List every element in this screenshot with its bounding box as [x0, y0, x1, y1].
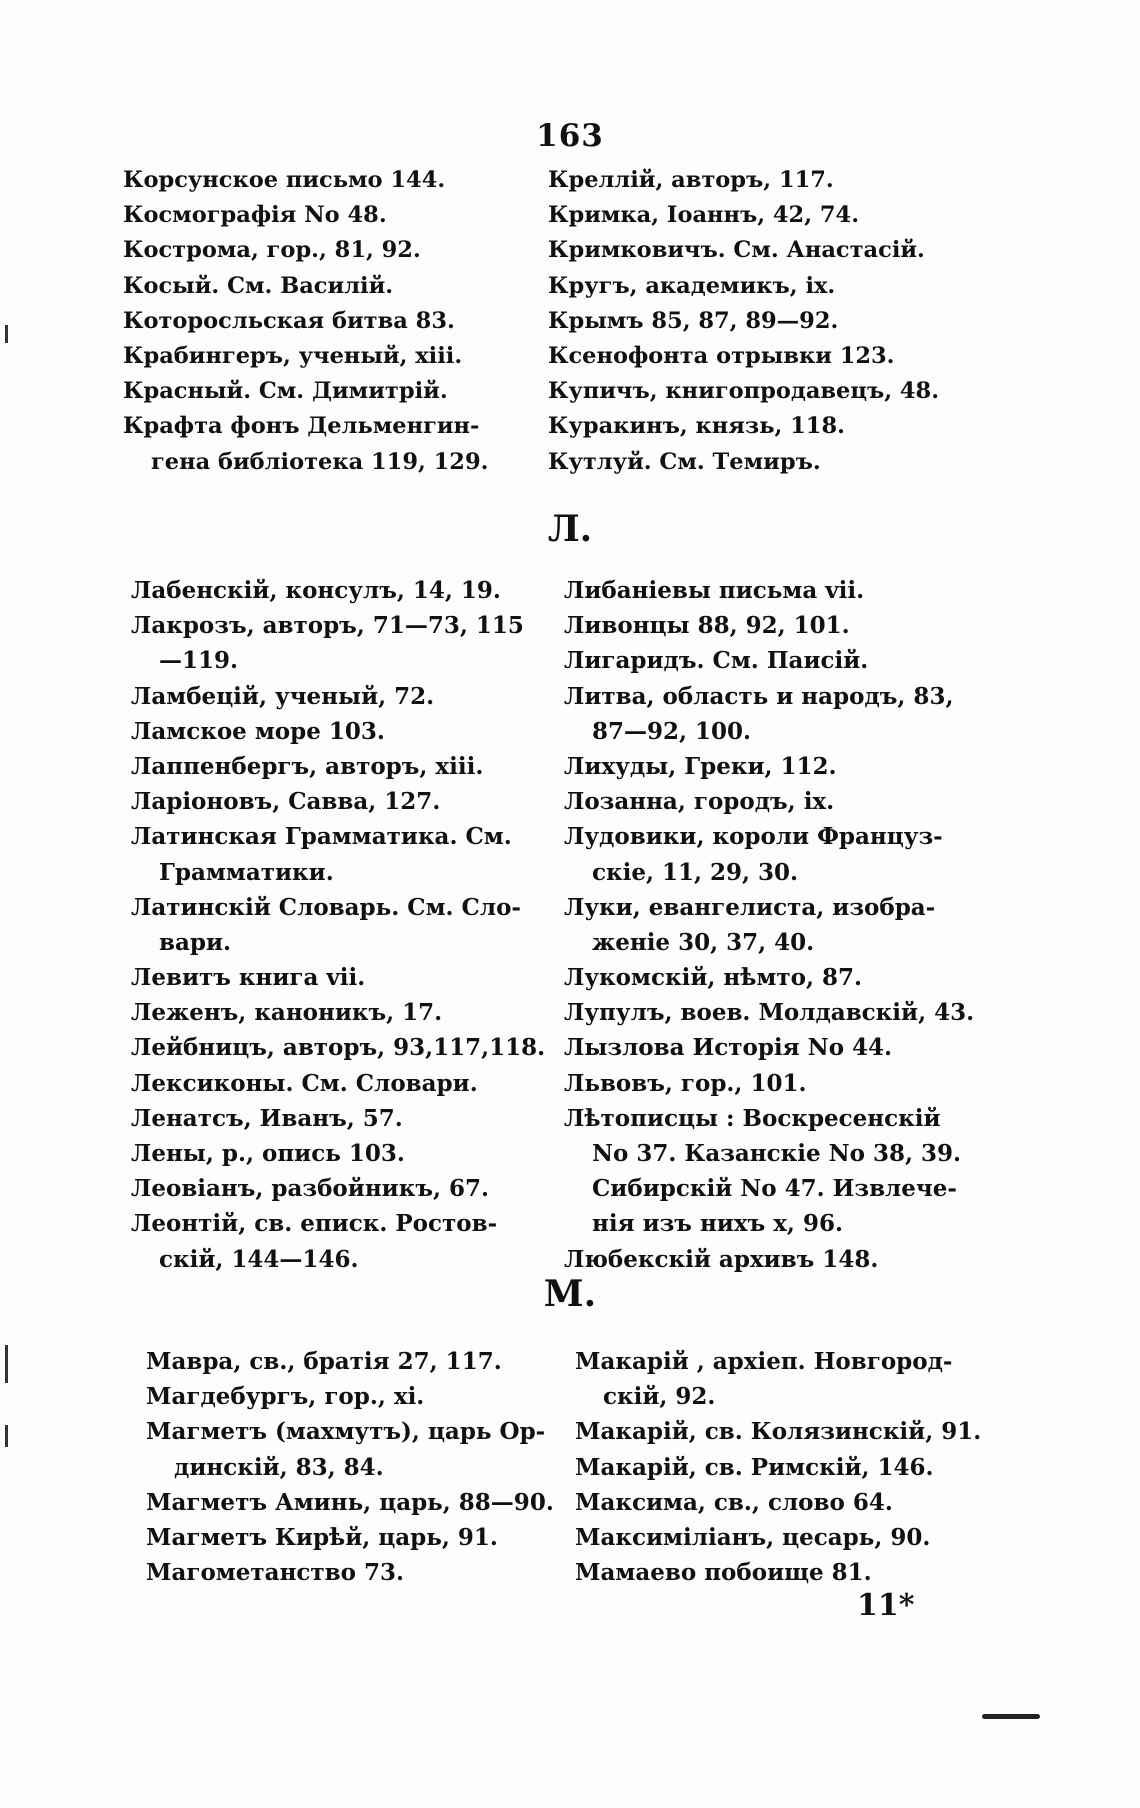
entry-line: Сибирскій No 47. Извлече-	[592, 1175, 957, 1203]
entry-line: Ламбецій, ученый, 72.	[131, 682, 435, 710]
entry-line: Львовъ, гор., 101.	[564, 1069, 807, 1097]
index-entry	[123, 269, 488, 304]
entry-line: Лозанна, городъ, ix.	[564, 788, 835, 816]
entry-line: Магметъ Кирѣй, царь, 91.	[146, 1523, 498, 1551]
entry-line: Лудовики, короли Француз-	[564, 823, 943, 851]
entry-line: скій, 92.	[603, 1383, 716, 1411]
entry-line: Литва, область и народъ, 83,	[564, 682, 954, 710]
index-entry	[548, 233, 939, 268]
entry-line: Латинская Грамматика. См.	[131, 823, 512, 851]
margin-mark	[5, 1345, 8, 1383]
entry-line: Мавра, св., братія 27, 117.	[146, 1348, 502, 1375]
entry-line: гена библіотека 119, 129.	[151, 448, 489, 475]
entry-line: Луки, евангелиста, изобра-	[564, 893, 936, 921]
entry-line: Максима, св., слово 64.	[575, 1488, 893, 1516]
entry-line: Лызлова Исторія No 44.	[564, 1034, 893, 1062]
index-entry	[564, 1242, 974, 1277]
entry-line: женіе 30, 37, 40.	[592, 928, 815, 956]
entry-line: нія изъ нихъ x, 96.	[592, 1210, 843, 1238]
entry-line: скій, 144—146.	[159, 1245, 359, 1273]
entry-line: Макарій, св. Колязинскій, 91.	[575, 1418, 982, 1446]
index-entry	[146, 1520, 554, 1555]
entry-line: Купичъ, книгопродавецъ, 48.	[548, 378, 940, 405]
entry-line: Лены, р., опись 103.	[131, 1140, 405, 1167]
index-entry	[123, 198, 488, 233]
entry-line: Ламское море 103.	[131, 717, 385, 745]
index-entry	[131, 1206, 545, 1276]
index-entry	[146, 1414, 554, 1484]
index-entry	[575, 1344, 981, 1414]
entry-line: Лакрозъ, авторъ, 71—73, 115	[131, 612, 524, 640]
index-entry	[131, 714, 545, 749]
right-column	[564, 573, 974, 1277]
entry-line: Креллій, авторъ, 117.	[548, 167, 834, 193]
signature-mark: 11*	[857, 1588, 915, 1623]
entry-line: Лейбницъ, авторъ, 93,117,118.	[131, 1034, 546, 1062]
entry-line: Ксенофонта отрывки 123.	[548, 342, 895, 369]
page-number: 163	[536, 118, 604, 154]
index-entry	[123, 409, 488, 479]
index-entry	[548, 374, 939, 409]
index-entry	[131, 749, 545, 784]
entry-line: вари.	[159, 928, 232, 956]
entry-line: Куракинъ, князь, 118.	[548, 413, 845, 440]
index-entry	[146, 1485, 554, 1520]
index-entry	[131, 1171, 545, 1206]
index-entry	[131, 1066, 545, 1101]
entry-line: Магметъ Аминь, царь, 88—90.	[146, 1488, 554, 1516]
entry-line: Кримка, Іоаннъ, 42, 74.	[548, 202, 860, 229]
entry-line: Макарій, св. Римскій, 146.	[575, 1453, 934, 1481]
index-entry	[131, 819, 545, 889]
index-entry	[131, 960, 545, 995]
index-entry	[123, 339, 488, 374]
index-entry	[564, 819, 974, 889]
entry-line: Крафта фонъ Дельменгин-	[123, 413, 480, 440]
entry-line: Космографія No 48.	[123, 202, 387, 229]
index-entry	[131, 679, 545, 714]
entry-line: Макарій , архіеп. Новгород-	[575, 1348, 953, 1375]
entry-line: —119.	[159, 647, 239, 675]
index-entry	[123, 304, 488, 339]
index-entry	[131, 608, 545, 678]
index-entry	[564, 1030, 974, 1065]
index-entry	[131, 784, 545, 819]
index-entry	[146, 1379, 554, 1414]
index-entry	[548, 409, 939, 444]
entry-line: Корсунское письмо 144.	[123, 167, 446, 193]
entry-line: Кругъ, академикъ, ix.	[548, 272, 836, 299]
index-entry	[548, 339, 939, 374]
index-entry	[131, 1136, 545, 1171]
entry-line: Кримковичъ. См. Анастасій.	[548, 237, 925, 264]
entry-line: скіе, 11, 29, 30.	[592, 858, 799, 886]
index-entry	[131, 573, 545, 608]
index-entry	[548, 269, 939, 304]
index-entry	[564, 960, 974, 995]
entry-line: Магдебургъ, гор., xi.	[146, 1383, 425, 1411]
entry-line: Лупулъ, воев. Молдавскій, 43.	[564, 999, 975, 1027]
entry-line: Леовіанъ, разбойникъ, 67.	[131, 1175, 490, 1203]
entry-line: Лексиконы. См. Словари.	[131, 1069, 478, 1097]
index-entry	[564, 643, 974, 678]
entry-line: Магометанство 73.	[146, 1559, 404, 1587]
entry-line: Лихуды, Греки, 112.	[564, 752, 837, 780]
index-entry	[131, 1030, 545, 1065]
index-entry	[146, 1555, 554, 1590]
index-entry	[564, 573, 974, 608]
entry-line: Мамаево побоище 81.	[575, 1559, 872, 1587]
index-entry	[564, 1066, 974, 1101]
section-letter-m: М.	[543, 1273, 597, 1315]
left-column	[146, 1344, 554, 1590]
index-entry	[575, 1555, 981, 1590]
entry-line: Либаніевы письма vii.	[564, 577, 865, 604]
margin-mark	[5, 325, 8, 343]
entry-line: Магметъ (махмутъ), царь Ор-	[146, 1418, 546, 1446]
right-column	[575, 1344, 981, 1590]
entry-line: Косый. См. Василій.	[123, 272, 394, 299]
index-entry	[146, 1344, 554, 1379]
entry-line: Лигаридъ. См. Паисій.	[564, 647, 869, 675]
entry-line: Кутлуй. См. Темиръ.	[548, 448, 821, 475]
entry-line: Лаппенбергъ, авторъ, xiii.	[131, 752, 484, 780]
left-column	[123, 163, 488, 480]
index-entry	[575, 1414, 981, 1449]
entry-line: Крабингеръ, ученый, xiii.	[123, 342, 463, 369]
index-entry	[564, 784, 974, 819]
entry-line: Лукомскій, нѣмто, 87.	[564, 964, 863, 992]
entry-line: Лабенскій, консулъ, 14, 19.	[131, 577, 501, 604]
index-entry	[131, 995, 545, 1030]
entry-line: Лѣтописцы : Воскресенскій	[564, 1104, 941, 1132]
entry-line: Любекскій архивъ 148.	[564, 1245, 879, 1273]
index-entry	[123, 163, 488, 198]
index-entry	[564, 1101, 974, 1242]
index-entry	[548, 304, 939, 339]
index-entry	[575, 1485, 981, 1520]
entry-line: Красный. См. Димитрій.	[123, 378, 448, 405]
entry-line: Грамматики.	[159, 858, 334, 886]
index-entry	[575, 1450, 981, 1485]
entry-line: No 37. Казанскіе No 38, 39.	[592, 1140, 962, 1167]
index-entry	[123, 374, 488, 409]
entry-line: Леженъ, каноникъ, 17.	[131, 999, 443, 1027]
entry-line: Которосльская битва 83.	[123, 307, 455, 334]
margin-mark	[5, 1425, 8, 1447]
entry-line: Ленатсъ, Иванъ, 57.	[131, 1104, 403, 1132]
index-entry	[564, 749, 974, 784]
index-entry	[548, 198, 939, 233]
entry-line: Ларіоновъ, Савва, 127.	[131, 788, 441, 816]
entry-line: Ливонцы 88, 92, 101.	[564, 612, 850, 640]
left-column	[131, 573, 545, 1277]
entry-line: Леонтій, св. еписк. Ростов-	[131, 1210, 498, 1238]
entry-line: 87—92, 100.	[592, 717, 752, 745]
index-entry	[564, 608, 974, 643]
entry-line: динскій, 83, 84.	[174, 1453, 384, 1481]
right-column	[548, 163, 939, 480]
entry-line: Кострома, гор., 81, 92.	[123, 237, 421, 264]
section-letter-l: Л.	[547, 508, 593, 550]
index-entry	[564, 679, 974, 749]
decorative-rule	[982, 1714, 1040, 1719]
index-entry	[575, 1520, 981, 1555]
index-entry	[564, 995, 974, 1030]
index-entry	[123, 233, 488, 268]
index-entry	[131, 890, 545, 960]
entry-line: Левитъ книга vii.	[131, 964, 366, 992]
index-entry	[131, 1101, 545, 1136]
index-entry	[548, 163, 939, 198]
entry-line: Максиміліанъ, цесарь, 90.	[575, 1523, 931, 1551]
entry-line: Латинскій Словарь. См. Сло-	[131, 893, 521, 921]
index-entry	[548, 445, 939, 480]
entry-line: Крымъ 85, 87, 89—92.	[548, 307, 839, 334]
index-entry	[564, 890, 974, 960]
